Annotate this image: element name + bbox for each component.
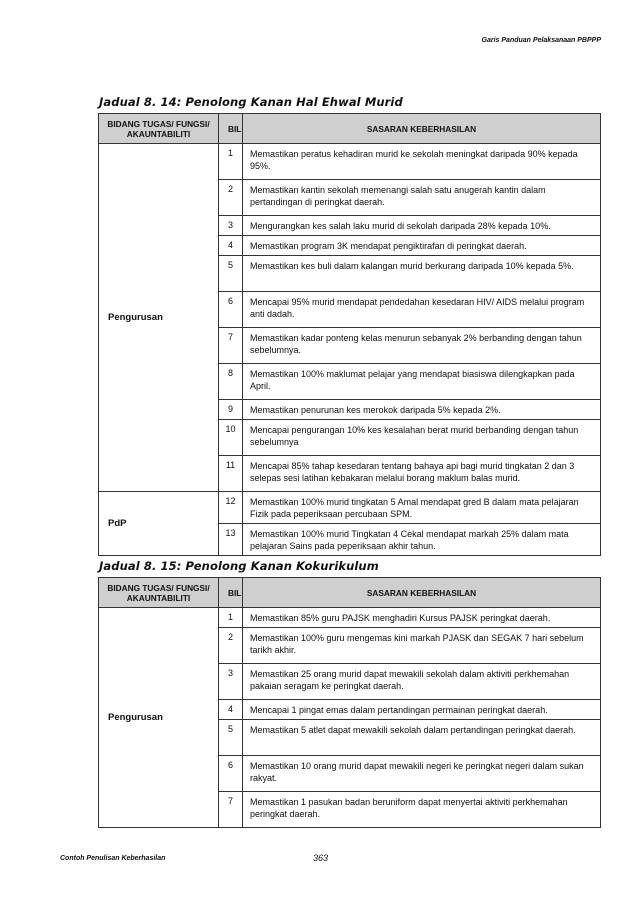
bil-cell: 7 [219, 328, 243, 364]
table-row [99, 492, 601, 524]
function-cell: Pengurusan [99, 608, 219, 828]
target-cell: Memastikan 100% murid Tingkatan 4 Cekal mendapat markah 25% dalam mata pelajaran Sains pada peperiksaan akhir tahun. [243, 524, 601, 556]
bil-cell: 7 [219, 792, 243, 828]
bil-cell: 11 [219, 456, 243, 492]
target-cell: Memastikan 1 pasukan badan beruniform dapat menyertai aktiviti perkhemahan peringkat daerah. [243, 792, 601, 828]
target-cell: Memastikan kadar ponteng kelas menurun sebanyak 2% berbanding dengan tahun sebelumnya. [243, 328, 601, 364]
target-cell: Memastikan 85% guru PAJSK menghadiri Kursus PAJSK peringkat daerah. [243, 608, 601, 628]
header-row [99, 578, 601, 608]
table-14 [98, 113, 601, 556]
table-15-title: Jadual 8. 15: Penolong Kanan Kokurikulum [99, 559, 379, 573]
target-cell: Mencapai pengurangan 10% kes kesalahan berat murid berbanding dengan tahun sebelumnya [243, 420, 601, 456]
bil-cell: 3 [219, 664, 243, 700]
column-header-bil: BIL [219, 578, 243, 608]
target-cell: Mencapai 1 pingat emas dalam pertandingan permainan peringkat daerah. [243, 700, 601, 720]
column-header-function: BIDANG TUGAS/ FUNGSI/ AKAUNTABILITI [99, 114, 219, 144]
bil-cell: 6 [219, 292, 243, 328]
bil-cell: 5 [219, 720, 243, 756]
column-header-target: SASARAN KEBERHASILAN [243, 114, 601, 144]
column-header-bil: BIL [219, 114, 243, 144]
running-header: Garis Panduan Pelaksanaan PBPPP [481, 37, 601, 44]
bil-cell: 4 [219, 236, 243, 256]
target-cell: Memastikan 100% maklumat pelajar yang mendapat biasiswa dilengkapkan pada April. [243, 364, 601, 400]
bil-cell: 13 [219, 524, 243, 556]
bil-cell: 2 [219, 628, 243, 664]
target-cell: Memastikan 10 orang murid dapat mewakili negeri ke peringkat negeri dalam sukan rakyat. [243, 756, 601, 792]
bil-cell: 3 [219, 216, 243, 236]
target-cell: Memastikan kantin sekolah memenangi salah satu anugerah kantin dalam pertandingan di peringkat daerah. [243, 180, 601, 216]
column-header-function: BIDANG TUGAS/ FUNGSI/ AKAUNTABILITI [99, 578, 219, 608]
target-cell: Memastikan 100% murid tingkatan 5 Amal mendapat gred B dalam mata pelajaran Fizik pada peperiksaan percubaan SPM. [243, 492, 601, 524]
bil-cell: 4 [219, 700, 243, 720]
target-cell: Memastikan 25 orang murid dapat mewakili sekolah dalam aktiviti perkhemahan pakaian seragam ke peringkat daerah. [243, 664, 601, 700]
table-row [99, 608, 601, 628]
table-row [99, 144, 601, 180]
target-cell: Memastikan penurunan kes merokok daripada 5% kepada 2%. [243, 400, 601, 420]
bil-cell: 6 [219, 756, 243, 792]
target-cell: Mencapai 95% murid mendapat pendedahan kesedaran HIV/ AIDS melalui program anti dadah. [243, 292, 601, 328]
function-cell: PdP [99, 492, 219, 556]
target-cell: Mengurangkan kes salah laku murid di sekolah daripada 28% kepada 10%. [243, 216, 601, 236]
target-cell: Memastikan program 3K mendapat pengiktirafan di peringkat daerah. [243, 236, 601, 256]
bil-cell: 2 [219, 180, 243, 216]
bil-cell: 1 [219, 144, 243, 180]
column-header-target: SASARAN KEBERHASILAN [243, 578, 601, 608]
bil-cell: 5 [219, 256, 243, 292]
bil-cell: 12 [219, 492, 243, 524]
function-cell: Pengurusan [99, 144, 219, 492]
page-number: 363 [313, 853, 329, 863]
bil-cell: 10 [219, 420, 243, 456]
target-cell: Memastikan kes buli dalam kalangan murid berkurang daripada 10% kepada 5%. [243, 256, 601, 292]
target-cell: Memastikan 5 atlet dapat mewakili sekolah dalam pertandingan peringkat daerah. [243, 720, 601, 756]
target-cell: Memastikan 100% guru mengemas kini markah PJASK dan SEGAK 7 hari sebelum tarikh akhir. [243, 628, 601, 664]
footer-caption: Contoh Penulisan Keberhasilan [60, 855, 166, 862]
table-15 [98, 577, 601, 828]
table-14-title: Jadual 8. 14: Penolong Kanan Hal Ehwal Murid [99, 95, 403, 109]
target-cell: Mencapai 85% tahap kesedaran tentang bahaya api bagi murid tingkatan 2 dan 3 selepas sesi latihan kebakaran melalui borang maklum balas murid. [243, 456, 601, 492]
bil-cell: 1 [219, 608, 243, 628]
bil-cell: 9 [219, 400, 243, 420]
header-row [99, 114, 601, 144]
bil-cell: 8 [219, 364, 243, 400]
target-cell: Memastikan peratus kehadiran murid ke sekolah meningkat daripada 90% kepada 95%. [243, 144, 601, 180]
